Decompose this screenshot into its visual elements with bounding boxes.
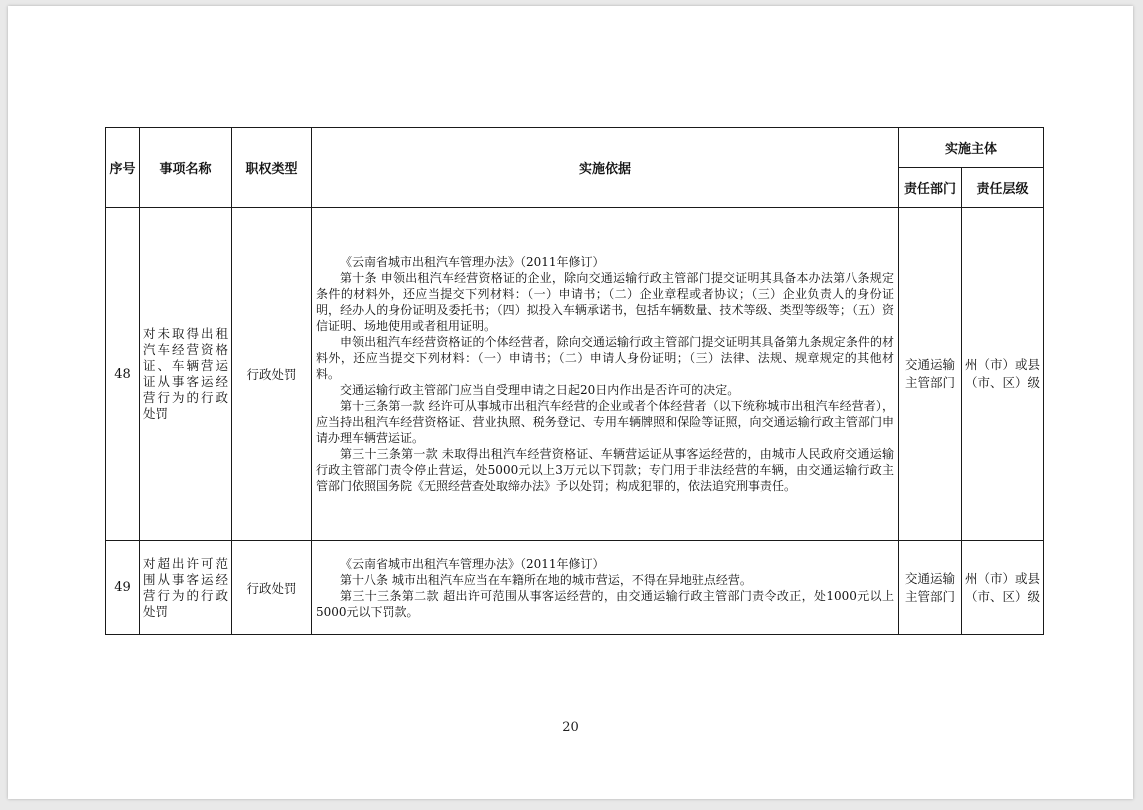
basis-paragraph: 《云南省城市出租汽车管理办法》（2011年修订） xyxy=(340,255,605,269)
row-responsibility-level: 州（市）或县（市、区）级 xyxy=(962,208,1044,541)
page-number: 20 xyxy=(562,720,579,735)
header-implementing-body: 实施主体 xyxy=(899,128,1044,168)
row-item-name: 对未取得出租汽车经营资格证、车辆营运证从事客运经营行为的行政处罚 xyxy=(140,208,232,541)
row-legal-basis xyxy=(312,541,899,635)
row-serial-number: 49 xyxy=(106,541,140,635)
basis-paragraph: 第十三条第一款 经许可从事城市出租汽车经营的企业或者个体经营者（以下统称城市出租汽车经营者），应当持出租汽车经营资格证、营业执照、税务登记、专用车辆牌照和保险等证照，向交通运输行政主管部门申请办理车辆营运证。 xyxy=(316,399,894,445)
table-row xyxy=(106,541,1044,635)
header-responsibility-level: 责任层级 xyxy=(962,168,1044,208)
document-page xyxy=(8,6,1133,799)
row-serial-number: 48 xyxy=(106,208,140,541)
row-legal-basis xyxy=(312,208,899,541)
row-responsible-department: 交通运输主管部门 xyxy=(899,541,962,635)
row-responsibility-level: 州（市）或县（市、区）级 xyxy=(962,541,1044,635)
enforcement-items-table xyxy=(105,127,1044,635)
header-item-name: 事项名称 xyxy=(140,128,232,208)
basis-paragraph: 申领出租汽车经营资格证的个体经营者，除向交通运输行政主管部门提交证明其具备第九条规定条件的材料外，还应当提交下列材料：（一）申请书；（二）申请人身份证明；（三）法律、法规、规章规定的其他材料。 xyxy=(316,335,894,381)
table-row xyxy=(106,208,1044,541)
basis-paragraph: 第三十三条第二款 超出许可范围从事客运经营的，由交通运输行政主管部门责令改正，处1000元以上5000元以下罚款。 xyxy=(316,588,894,619)
table-header-row xyxy=(106,128,1044,168)
basis-paragraph: 第十条 申领出租汽车经营资格证的企业，除向交通运输行政主管部门提交证明其具备本办法第八条规定条件的材料外，还应当提交下列材料：（一）申请书；（二）企业章程或者协议；（三）企业负责人的身份证明，经办人的身份证明及委托书；（四）拟投入车辆承诺书，包括车辆数量、技术等级、类型等级等；（五）资信证明、场地使用或者租用证明。 xyxy=(316,271,894,333)
basis-paragraph: 《云南省城市出租汽车管理办法》（2011年修订） xyxy=(340,556,605,571)
row-responsible-department: 交通运输主管部门 xyxy=(899,208,962,541)
basis-paragraph: 交通运输行政主管部门应当自受理申请之日起20日内作出是否许可的决定。 xyxy=(340,383,740,397)
basis-paragraph: 第三十三条第一款 未取得出租汽车经营资格证、车辆营运证从事客运经营的，由城市人民政府交通运输行政主管部门责令停止营运，处5000元以上3万元以下罚款；专门用于非法经营的车辆，由交通运输行政主管部门依照国务院《无照经营查处取缔办法》予以处罚；构成犯罪的，依法追究刑事责任。 xyxy=(316,447,894,493)
basis-paragraph: 第十八条 城市出租汽车应当在车籍所在地的城市营运，不得在异地驻点经营。 xyxy=(340,572,752,587)
header-serial-number: 序号 xyxy=(106,128,140,208)
row-item-name: 对超出许可范围从事客运经营行为的行政处罚 xyxy=(140,541,232,635)
row-power-type: 行政处罚 xyxy=(232,541,312,635)
header-responsible-department: 责任部门 xyxy=(899,168,962,208)
header-legal-basis: 实施依据 xyxy=(312,128,899,208)
row-power-type: 行政处罚 xyxy=(232,208,312,541)
header-power-type: 职权类型 xyxy=(232,128,312,208)
